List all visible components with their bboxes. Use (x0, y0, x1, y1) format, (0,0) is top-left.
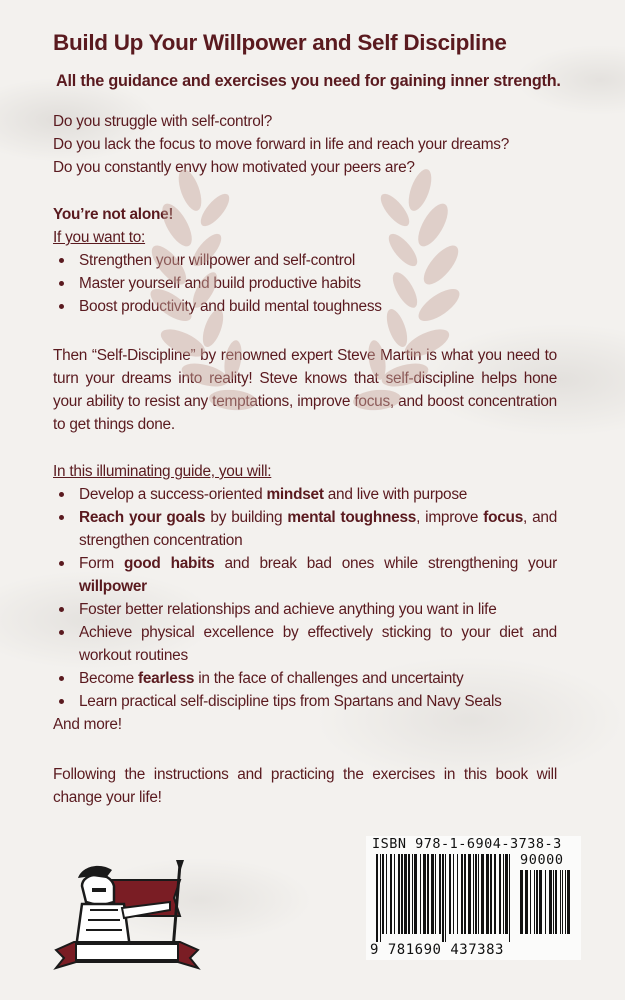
barcode-bar (401, 854, 403, 934)
isbn-digits: 9 781690 437383 (370, 942, 504, 958)
barcode-bar (468, 854, 471, 934)
barcode-bar (435, 854, 436, 934)
barcode-bar (412, 854, 413, 934)
barcode-bar (408, 854, 410, 934)
isbn-label: ISBN 978-1-6904-3738-3 (372, 836, 562, 852)
barcode-bar (475, 854, 477, 934)
barcode-bar (499, 854, 501, 934)
barcode-bar (380, 854, 381, 942)
barcode-bar (390, 854, 392, 934)
barcode-bar (423, 854, 426, 934)
list-item: Become fearless in the face of challenges and uncertainty (79, 667, 557, 690)
barcode-bar (494, 854, 496, 934)
barcode-bar (481, 854, 484, 934)
barcode-bar (520, 870, 523, 934)
barcode-bar (473, 854, 474, 934)
barcode-bar (464, 854, 466, 934)
list-item: Reach your goals by building mental toughness, improve focus, and strengthen concentration (79, 506, 557, 552)
barcode-bar (553, 870, 554, 934)
barcode-bar (445, 854, 446, 942)
closing-paragraph: Following the instructions and practicing the exercises in this book will change your life! (53, 766, 557, 806)
barcode-bar (530, 870, 531, 934)
guide-block (53, 460, 557, 736)
list-item: Strengthen your willpower and self-control (79, 249, 563, 272)
barcode-bar (567, 870, 570, 934)
barcode-bar (490, 854, 492, 934)
barcode-bar (457, 854, 458, 934)
barcode-bar (545, 870, 546, 934)
barcode-bar (509, 854, 510, 942)
barcode-bar (431, 854, 434, 934)
barcode-bar (539, 870, 542, 934)
barcode-bar (478, 854, 479, 934)
list-item: Develop a success-oriented mindset and live with purpose (79, 483, 557, 506)
list-item: Learn practical self-discipline tips from Spartans and Navy Seals (79, 690, 557, 713)
question-line: Do you constantly envy how motivated your peers are? (53, 159, 415, 176)
question-line: Do you struggle with self-control? (53, 113, 273, 130)
then-paragraph: Then “Self-Discipline” by renowned expert Steve Martin is what you need to turn your dreams into reality! Steve knows that self-discipline helps hone your ability to resist any temptations, improve focus, and boost concentration to get things done. (53, 347, 557, 433)
question-line: Do you lack the focus to move forward in life and reach your dreams? (53, 136, 510, 153)
barcode-bar (486, 854, 489, 934)
if-you-want-heading: If you want to: (53, 229, 146, 246)
barcode-bar (525, 870, 528, 934)
list-item: Foster better relationships and achieve anything you want in life (79, 598, 557, 621)
page-subtitle: All the guidance and exercises you need for gaining inner strength. (56, 72, 561, 90)
barcode-bar (414, 854, 417, 934)
barcode-bar (449, 854, 451, 934)
barcode-bar (453, 854, 454, 934)
barcode-bar (386, 854, 387, 934)
barcode-bar (560, 870, 561, 934)
list-item: Master yourself and build productive habits (79, 272, 563, 295)
barcode-bar (534, 870, 535, 934)
laurel-wreath-icon (105, 160, 505, 460)
barcode-bar (536, 870, 538, 934)
guide-heading: In this illuminating guide, you will: (53, 463, 272, 480)
price-bars-icon (518, 870, 576, 942)
barcode-bar (555, 870, 557, 934)
barcode-bar (442, 854, 444, 942)
guide-list (53, 483, 557, 713)
barcode-bar (427, 854, 429, 934)
barcode-bar (376, 854, 378, 942)
barcode-bar (404, 854, 407, 934)
spartan-knight-logo-icon (52, 858, 202, 976)
barcode-bars-icon (374, 854, 514, 942)
barcode-bar (503, 854, 504, 934)
barcode-bar (382, 854, 384, 934)
barcode-bar (394, 854, 395, 934)
barcode-bar (549, 870, 552, 934)
isbn-barcode (366, 836, 581, 960)
barcode-bar (420, 854, 421, 934)
list-item: Achieve physical excellence by effectively sticking to your diet and workout routines (79, 621, 557, 667)
not-alone-heading: You’re not alone! (53, 206, 174, 223)
barcode-bar (565, 870, 566, 934)
barcode-bar (439, 854, 441, 934)
and-more-text: And more! (53, 716, 122, 733)
barcode-bar (505, 854, 508, 934)
page-title: Build Up Your Willpower and Self Discipline (53, 30, 507, 55)
list-item: Form good habits and break bad ones while strengthening your willpower (79, 552, 557, 598)
list-item: Boost productivity and build mental toughness (79, 295, 563, 318)
barcode-bar (461, 854, 463, 934)
barcode-bar (562, 870, 563, 934)
price-code: 90000 (520, 852, 564, 868)
barcode-bar (398, 854, 400, 934)
